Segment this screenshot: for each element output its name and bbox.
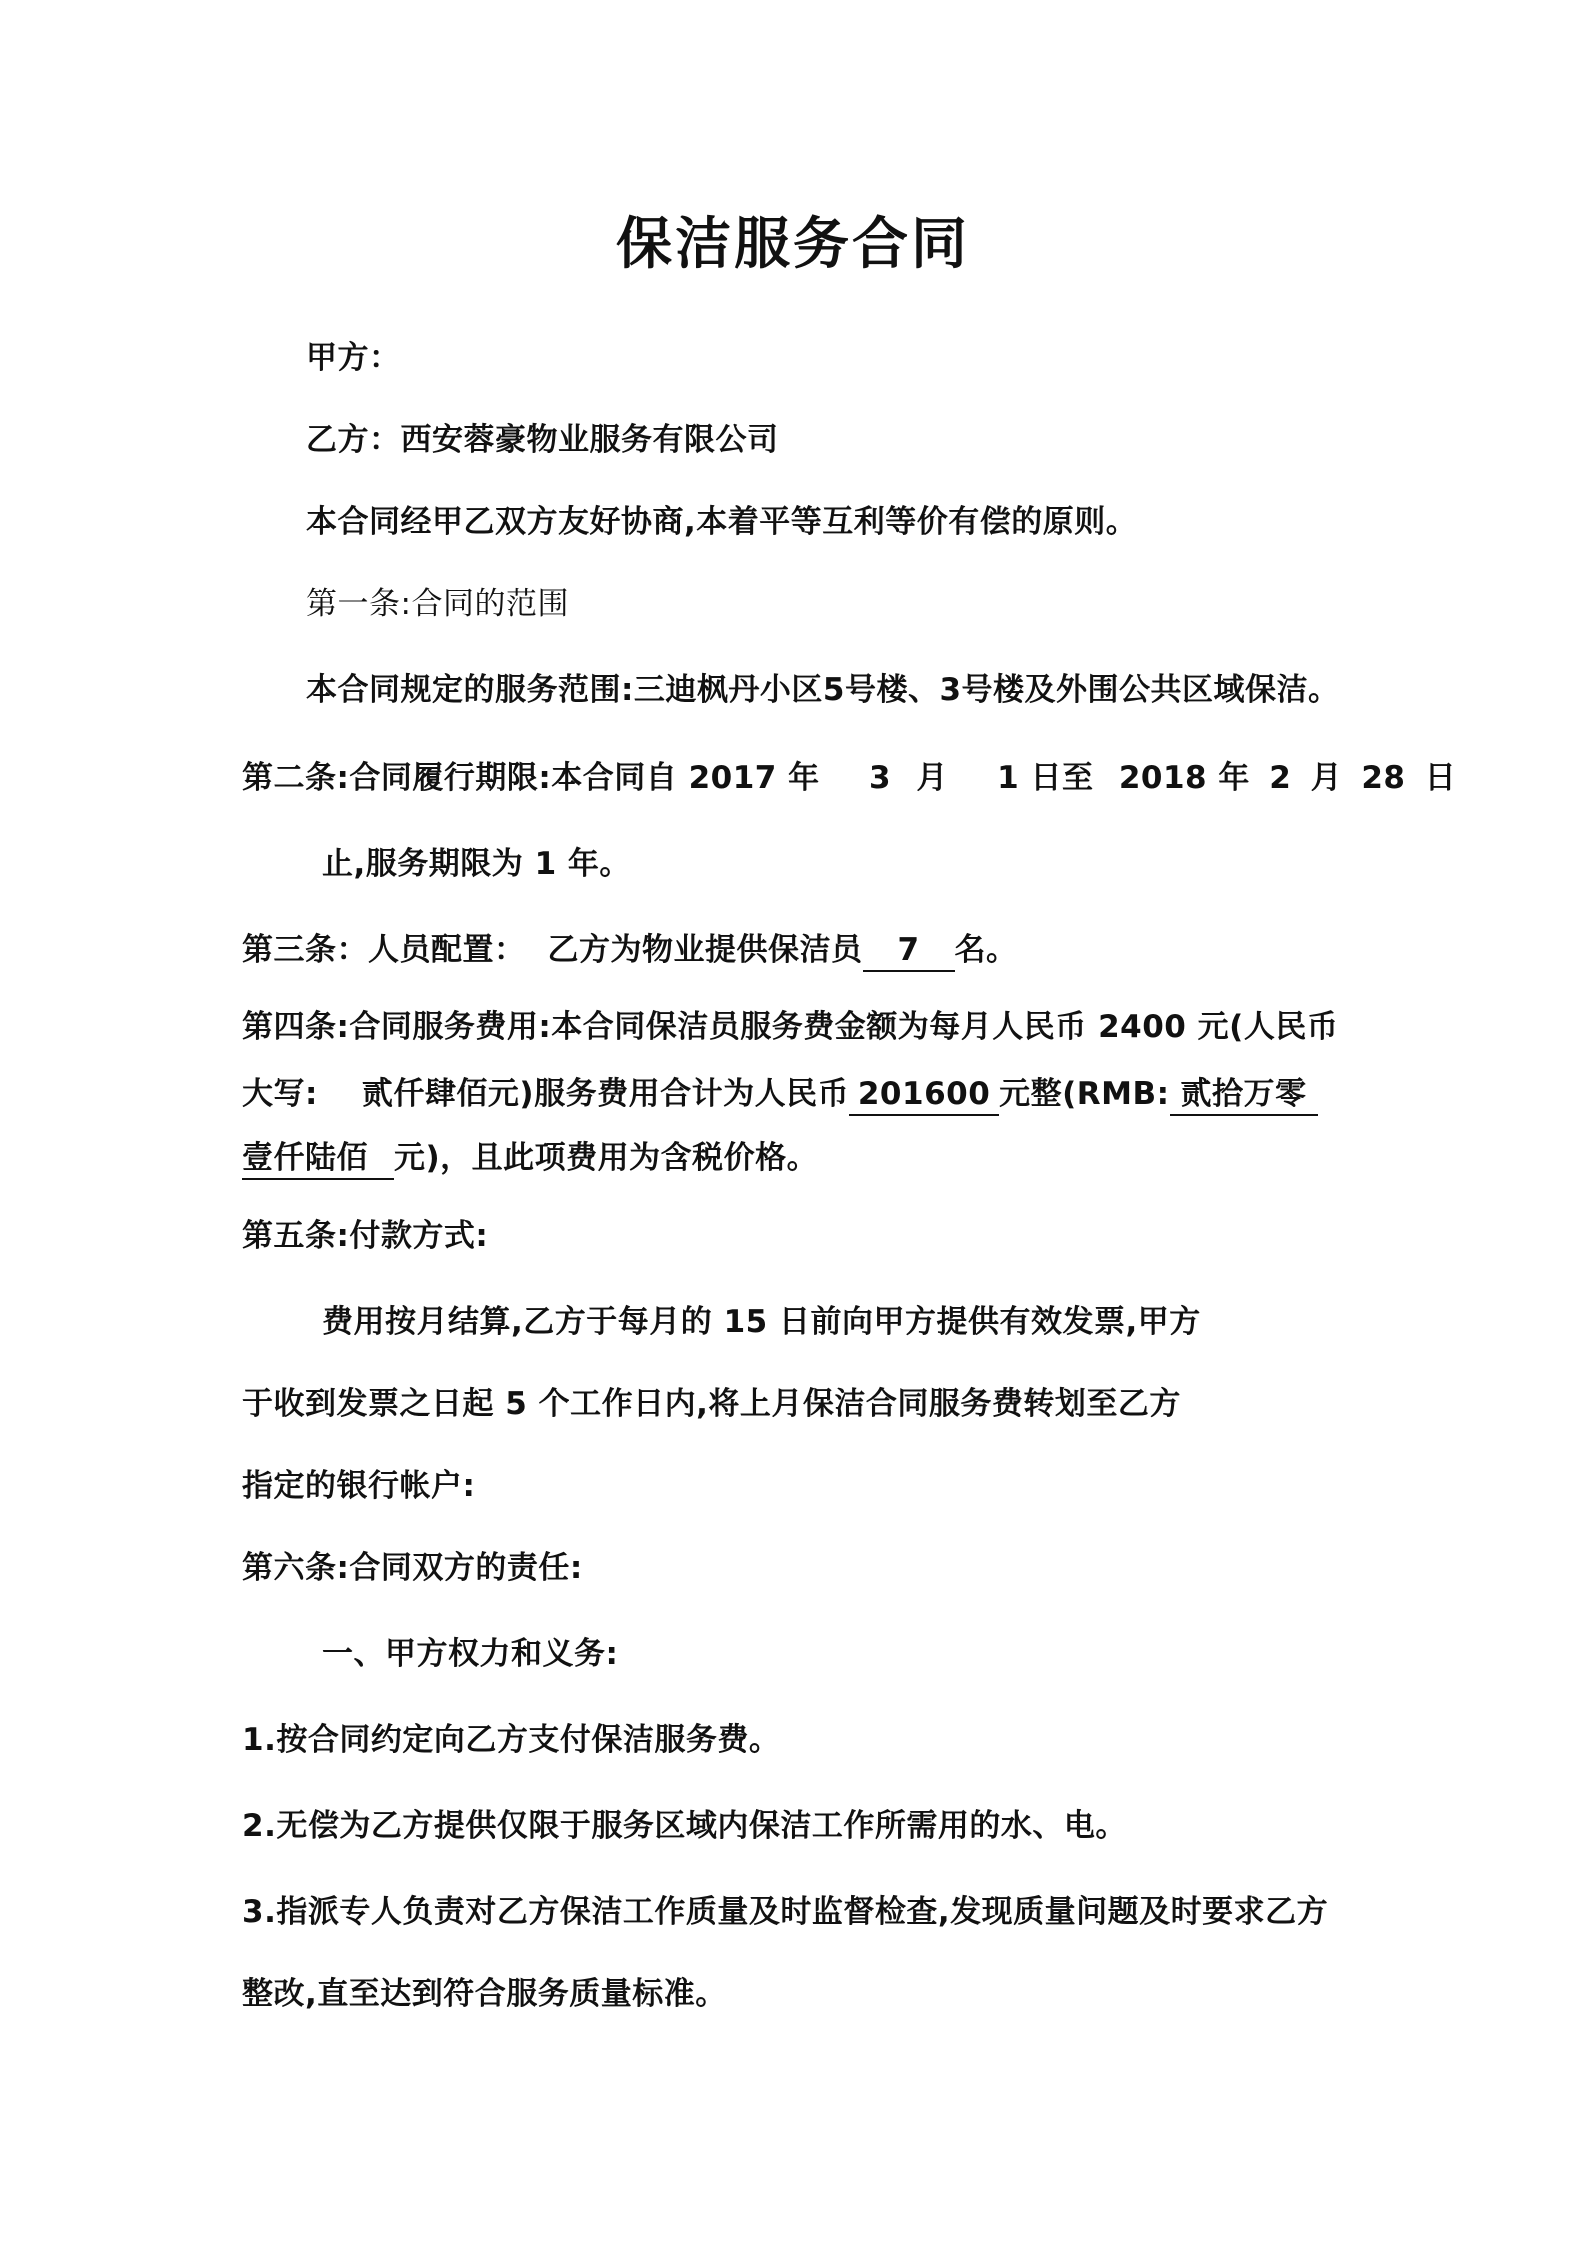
article5-line3: 指定的银行帐户: [242,1468,476,1504]
party-b-value: 西安蓉豪物业服务有限公司 [400,422,779,458]
article5-line2: 于收到发票之日起 5 个工作日内,将上月保洁合同服务费转划至乙方 [242,1386,1181,1422]
article2-prefix: 第二条:合同履行期限:本合同自 [242,760,678,796]
party-b-label: 乙方： [306,422,401,458]
article2-end-month-label: 月 [1310,760,1343,796]
article4-line2 [242,1072,1318,1116]
total-amount-words-part2: 壹仟陆佰 [242,1138,394,1180]
article1-content: 本合同规定的服务范围:三迪枫丹小区5号楼、3号楼及外围公共区域保洁。 [306,672,1340,708]
article4-line1: 第四条:合同服务费用:本合同保洁员服务费金额为每月人民币 2400 元(人民币 [242,1009,1339,1045]
article3-line [242,928,1018,972]
article4-line2-mid: 元整(RMB: [999,1076,1170,1112]
article2-month-label: 月 [916,760,948,796]
article1-heading: 第一条:合同的范围 [306,586,569,622]
article3-suffix: 名。 [954,932,1018,968]
party-a-line [306,336,401,380]
staff-count: 7 [863,930,955,972]
article6-item1: 1.按合同约定向乙方支付保洁服务费。 [242,1722,781,1758]
article6-heading: 第六条:合同双方的责任: [242,1550,583,1586]
party-a-label: 甲方： [306,340,401,376]
total-amount: 201600 [849,1074,999,1116]
article2-start-day: 1 [997,760,1020,796]
article6-subheading: 一、甲方权力和义务: [322,1636,619,1672]
article4-line2-prefix: 大写: [242,1076,318,1112]
article4-monthly-words: 贰仟肆佰元)服务费用合计为人民币 [361,1076,850,1112]
article2-line2: 止,服务期限为 1 年。 [322,846,631,882]
article6-item2: 2.无偿为乙方提供仅限于服务区域内保洁工作所需用的水、电。 [242,1808,1127,1844]
article2-end-day: 28 [1361,760,1406,796]
intro-text: 本合同经甲乙双方友好协商,本着平等互利等价有偿的原则。 [306,504,1138,540]
article5-line1: 费用按月结算,乙方于每月的 15 日前向甲方提供有效发票,甲方 [322,1304,1201,1340]
article4-line3 [242,1136,818,1180]
article6-item3-line2: 整改,直至达到符合服务质量标准。 [242,1976,727,2012]
article2-day-label: 日 [1424,760,1457,796]
article2-end-year: 2018 [1118,760,1208,796]
party-b-line [306,418,779,462]
article2-line1 [242,756,1456,800]
article2-end-year-label: 年 [1218,760,1250,796]
article2-start-year: 2017 [688,760,777,796]
article3-prefix: 第三条：人员配置： [242,932,526,968]
document-title: 保洁服务合同 [616,212,970,277]
article4-line3-suffix: 元)，且此项费用为含税价格。 [394,1140,819,1176]
article3-text: 乙方为物业提供保洁员 [547,932,863,968]
article2-end-month: 2 [1269,760,1292,796]
article2-to-label: 日至 [1030,760,1094,796]
article2-year-label: 年 [788,760,820,796]
total-amount-words-part1: 贰拾万零 [1170,1074,1318,1116]
article6-item3-line1: 3.指派专人负责对乙方保洁工作质量及时监督检查,发现质量问题及时要求乙方 [242,1894,1329,1930]
article5-heading: 第五条:付款方式: [242,1218,489,1254]
article2-start-month: 3 [868,760,892,796]
